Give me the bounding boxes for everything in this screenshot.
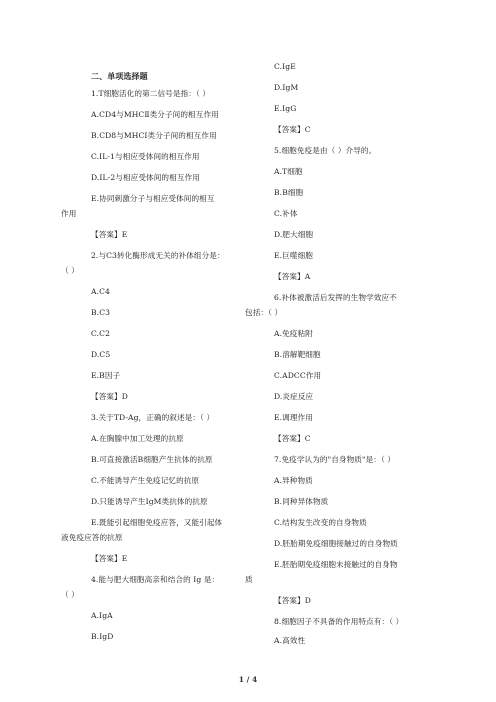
option-line: C.ADCC作用 xyxy=(274,371,322,380)
option-line: C.补体 xyxy=(274,209,298,218)
option-line: D.胚胎期免疫细胞接触过的自身物质 xyxy=(274,539,398,548)
answer-6: 【答案】C xyxy=(274,434,311,443)
option-line: E.调理作用 xyxy=(274,413,313,422)
option-line: C.IL-1与相应受体间的相互作用 xyxy=(91,152,200,161)
question-continued: 包括：（ ） xyxy=(245,308,283,317)
question-1: 1.T细胞活化的第二信号是指：（ ） xyxy=(91,89,211,98)
option-line-continued: 作用 xyxy=(61,209,77,218)
option-line: C.结构发生改变的自身物质 xyxy=(274,518,367,527)
answer-3: 【答案】E xyxy=(91,554,128,563)
option-line: E.B因子 xyxy=(91,371,121,380)
option-line: A.免疫粘附 xyxy=(274,329,313,338)
page-number: 1 / 4 xyxy=(238,675,258,684)
answer-4: 【答案】C xyxy=(274,125,311,134)
option-line: E.既能引起细胞免疫应答，又能引起体 xyxy=(91,518,223,527)
question-6: 6.补体被激活后发挥的生物学效应不 xyxy=(274,293,397,302)
option-line: A.T细胞 xyxy=(274,167,303,176)
option-line: E.胚胎期免疫细胞未接触过的自身物 xyxy=(274,560,398,569)
option-line: C.C2 xyxy=(91,329,110,338)
option-line: A.IgA xyxy=(91,611,113,620)
question-3: 3.关于TD-Ag，正确的叙述是：（ ） xyxy=(91,413,215,422)
option-line: A.在胸腺中加工处理的抗原 xyxy=(91,434,184,443)
option-line: A.C4 xyxy=(91,287,110,296)
option-line: D.肥大细胞 xyxy=(274,230,314,239)
option-line: B.可直接激活B细胞产生抗体的抗原 xyxy=(91,455,213,464)
answer-1: 【答案】E xyxy=(91,230,128,239)
option-line: D.C5 xyxy=(91,350,111,359)
question-4: 4.能与肥大细胞高亲和结合的 Ig 是： xyxy=(91,575,220,584)
option-line-continued: 质 xyxy=(245,575,253,584)
question-8: 8.细胞因子不具备的作用特点有：（ ） xyxy=(274,617,404,626)
option-line: E.巨噬细胞 xyxy=(274,251,313,260)
option-line: B.B细胞 xyxy=(274,188,304,197)
option-line: B.CD8与MHCⅠ类分子间的相互作用 xyxy=(91,131,217,140)
option-line: D.只能诱导产生IgM类抗体的抗原 xyxy=(91,497,208,506)
option-line: E.协同刺激分子与相应受体间的相互 xyxy=(91,194,215,203)
option-line: B.IgD xyxy=(91,632,114,641)
option-line: D.IgM xyxy=(274,83,299,92)
section-title: 二、单项选择题 xyxy=(91,71,148,81)
question-continued: （ ） xyxy=(61,590,79,599)
option-line: B.C3 xyxy=(91,308,111,317)
option-line: A.高效性 xyxy=(274,636,306,645)
option-line: A.CD4与MHCⅡ类分子间的相互作用 xyxy=(91,110,219,119)
option-line: B.溶解靶细胞 xyxy=(274,350,321,359)
question-5: 5.细胞免疫是由（ ）介导的。 xyxy=(274,146,377,155)
option-line: E.IgG xyxy=(274,104,297,113)
option-line: D.IL-2与相应受体间的相互作用 xyxy=(91,173,200,182)
option-line: A.异种物质 xyxy=(274,476,313,485)
question-continued: （ ） xyxy=(61,266,79,275)
question-7: 7.免疫学认为的"自身物质"是：（ ） xyxy=(274,455,396,464)
option-line: C.IgE xyxy=(274,62,296,71)
answer-5: 【答案】A xyxy=(274,272,311,281)
answer-2: 【答案】D xyxy=(91,392,128,401)
option-line-continued: 液免疫应答的抗原 xyxy=(61,533,123,542)
option-line: D.炎症反应 xyxy=(274,392,314,401)
option-line: B.同种异体物质 xyxy=(274,497,329,506)
option-line: C.不能诱导产生免疫记忆的抗原 xyxy=(91,476,200,485)
answer-7: 【答案】D xyxy=(274,596,311,605)
question-2: 2.与C3转化酶形成无关的补体组分是： xyxy=(91,251,225,260)
